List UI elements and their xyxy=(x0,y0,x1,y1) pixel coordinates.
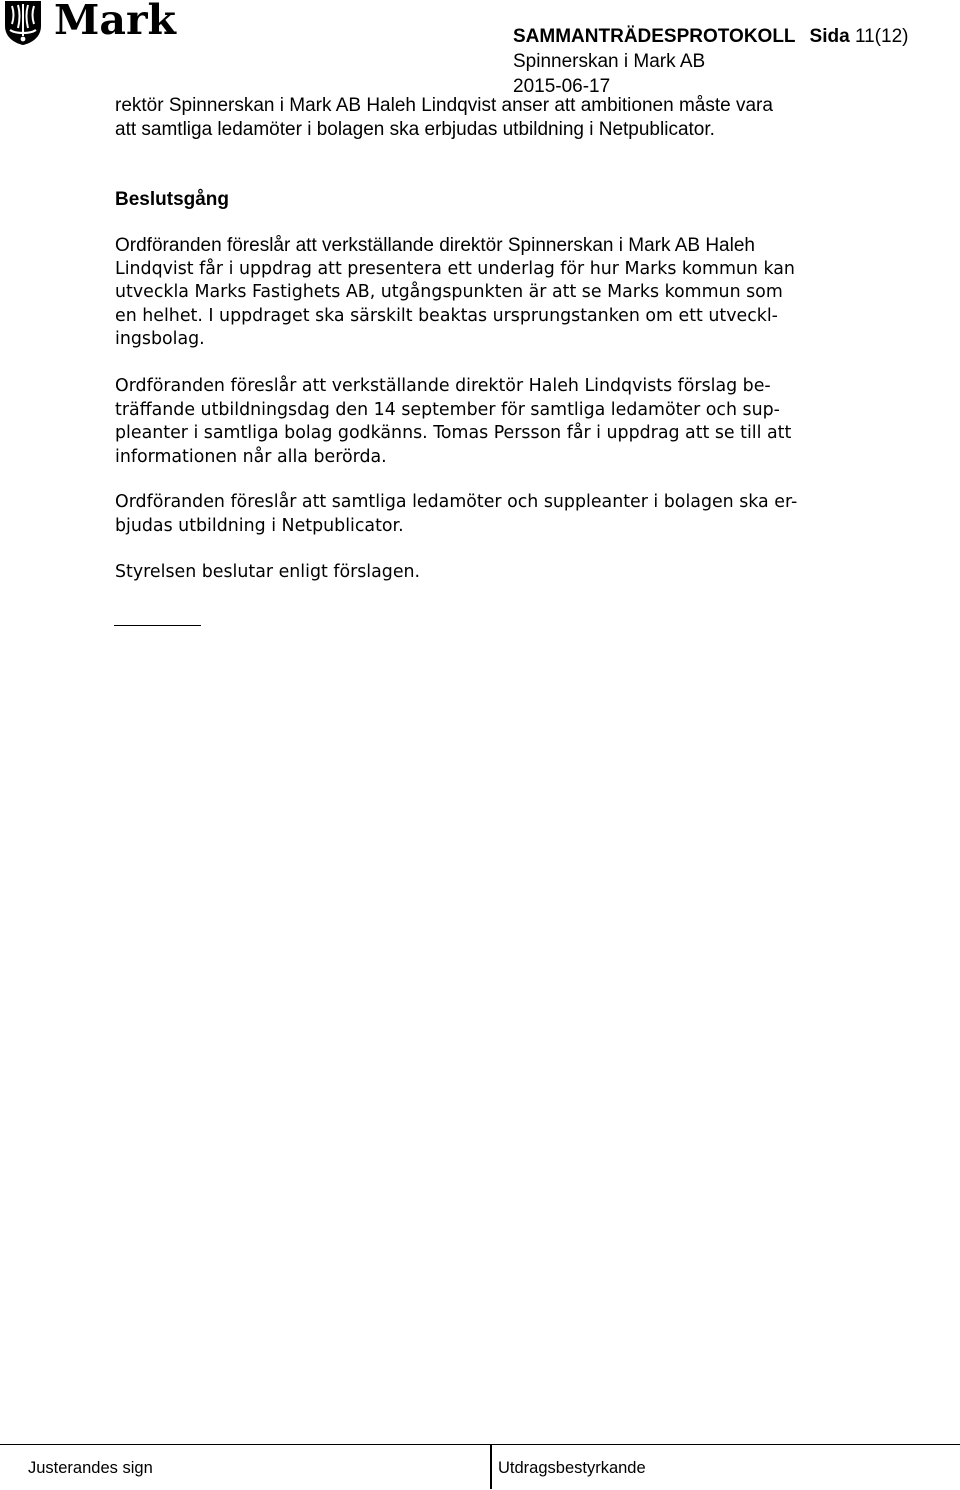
section-heading: Beslutsgång xyxy=(115,189,230,210)
page-label: Sida xyxy=(809,26,850,47)
meeting-date: 2015-06-17 xyxy=(513,76,611,97)
coat-of-arms-icon xyxy=(4,0,42,46)
page-footer xyxy=(0,1444,960,1490)
header-title-row xyxy=(513,24,908,49)
footer-certification-label: Utdragsbestyrkande xyxy=(498,1459,646,1477)
document-type: SAMMANTRÄDESPROTOKOLL xyxy=(513,26,796,47)
paragraph-1-rest: Lindqvist får i uppdrag att presentera ett underlag för hur Marks kommun kan utveckla Marks Fastighets AB, utgångspunkten är att se Marks kommun som en helhet. I uppdraget ska särskilt beaktas ursprungstanken om ett utveckl- ingsbolag. xyxy=(115,258,795,349)
footer-divider xyxy=(490,1445,492,1489)
section-end-rule xyxy=(114,625,201,626)
paragraph-3: Ordföranden föreslår att samtliga ledamöter och suppleanter i bolagen ska er- bjudas utbildning i Netpublicator. xyxy=(115,492,798,536)
paragraph-1 xyxy=(115,234,895,352)
document-header xyxy=(513,24,908,99)
organization-name: Spinnerskan i Mark AB xyxy=(513,51,706,72)
footer-signature-label: Justerandes sign xyxy=(28,1459,153,1477)
paragraph-4: Styrelsen beslutar enligt förslagen. xyxy=(115,562,421,582)
page-number: 11(12) xyxy=(854,26,909,47)
logo-wordmark: Mark xyxy=(54,0,176,44)
municipality-logo xyxy=(4,0,176,48)
intro-paragraph: rektör Spinnerskan i Mark AB Haleh Lindqvist anser att ambitionen måste vara att samtliga ledamöter i bolagen ska erbjudas utbildning i Netpublicator. xyxy=(115,95,773,140)
paragraph-2: Ordföranden föreslår att verkställande direktör Haleh Lindqvists förslag be- träffande utbildningsdag den 14 september för samtliga ledamöter och sup- pleanter i samtliga bolag godkänns. Tomas Persson får i uppdrag att se till att informationen når alla berörda. xyxy=(115,376,792,467)
paragraph-1-first-line: Ordföranden föreslår att verkställande direktör Spinnerskan i Mark AB Haleh xyxy=(115,235,755,256)
